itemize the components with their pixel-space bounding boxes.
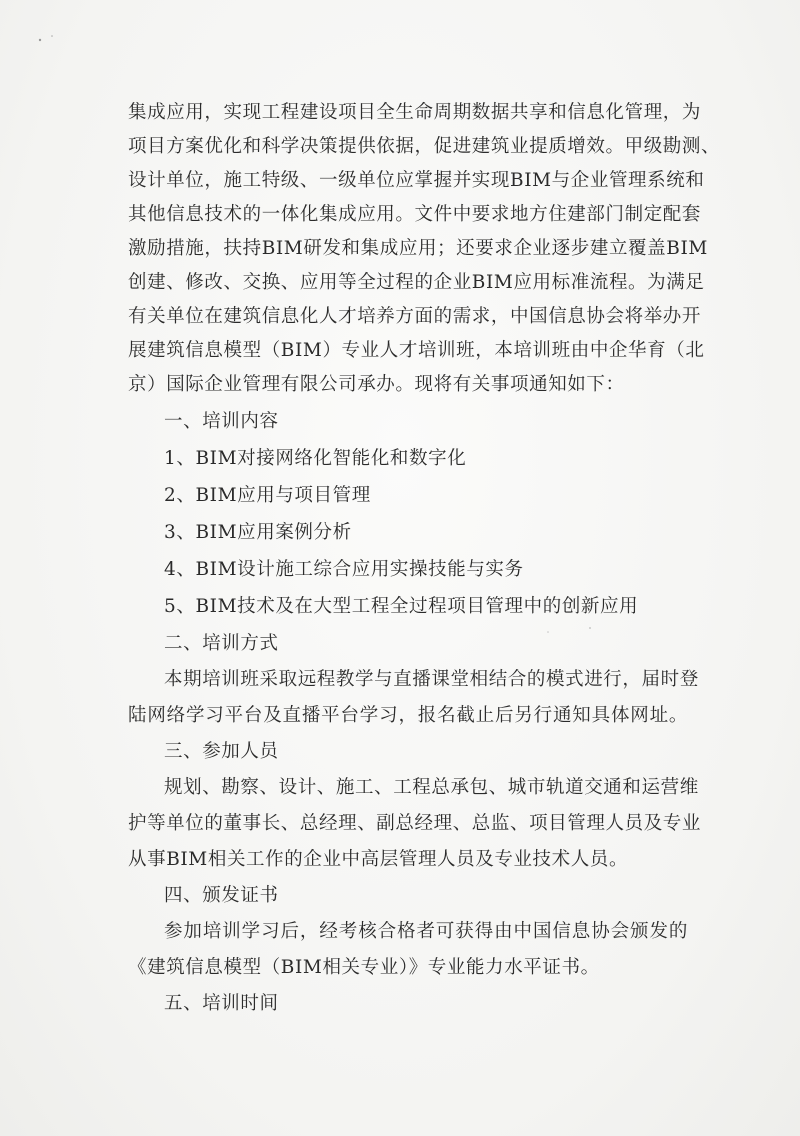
list-item: 1、BIM对接网络化智能化和数字化: [164, 448, 467, 469]
paragraph-line: 项目方案优化和科学决策提供依据，促进建筑业提质增效。甲级勘测、: [128, 136, 721, 157]
paragraph-line: 从事BIM相关工作的企业中高层管理人员及专业技术人员。: [128, 849, 629, 870]
paragraph-line: 有关单位在建筑信息化人才培养方面的需求，中国信息协会将举办开: [128, 306, 702, 327]
paragraph-line: 规划、勘察、设计、施工、工程总承包、城市轨道交通和运营维: [164, 777, 699, 798]
paragraph-line: 激励措施，扶持BIM研发和集成应用；还要求企业逐步建立覆盖BIM: [128, 238, 708, 259]
paragraph-line: 展建筑信息模型（BIM）专业人才培训班，本培训班由中企华育（北: [128, 340, 705, 361]
section-heading: 二、培训方式: [164, 633, 279, 654]
section-heading: 四、颁发证书: [164, 885, 279, 906]
paragraph-line: 设计单位，施工特级、一级单位应掌握并实现BIM与企业管理系统和: [128, 170, 705, 191]
paragraph-line: 集成应用，实现工程建设项目全生命周期数据共享和信息化管理，为: [128, 102, 702, 123]
paragraph-line: 护等单位的董事长、总经理、副总经理、总监、项目管理人员及专业: [128, 813, 702, 834]
paragraph-line: 本期培训班采取远程教学与直播课堂相结合的模式进行，届时登: [164, 669, 699, 690]
paragraph-line: 创建、修改、交换、应用等全过程的企业BIM应用标准流程。为满足: [128, 272, 705, 293]
paragraph-line: 陆网络学习平台及直播平台学习，报名截止后另行通知具体网址。: [128, 705, 688, 726]
section-heading: 五、培训时间: [164, 993, 279, 1014]
paragraph-line: 其他信息技术的一体化集成应用。文件中要求地方住建部门制定配套: [128, 204, 702, 225]
section-heading: 一、培训内容: [164, 411, 279, 432]
paragraph-line: 参加培训学习后，经考核合格者可获得由中国信息协会颁发的: [164, 921, 688, 942]
paragraph-line: 《建筑信息模型（BIM相关专业）》专业能力水平证书。: [128, 957, 600, 978]
list-item: 4、BIM设计施工综合应用实操技能与实务: [164, 559, 524, 580]
list-item: 3、BIM应用案例分析: [164, 522, 352, 543]
list-item: 5、BIM技术及在大型工程全过程项目管理中的创新应用: [164, 596, 639, 617]
section-heading: 三、参加人员: [164, 741, 279, 762]
paragraph-line: 京）国际企业管理有限公司承办。现将有关事项通知如下：: [128, 374, 625, 395]
list-item: 2、BIM应用与项目管理: [164, 485, 371, 506]
